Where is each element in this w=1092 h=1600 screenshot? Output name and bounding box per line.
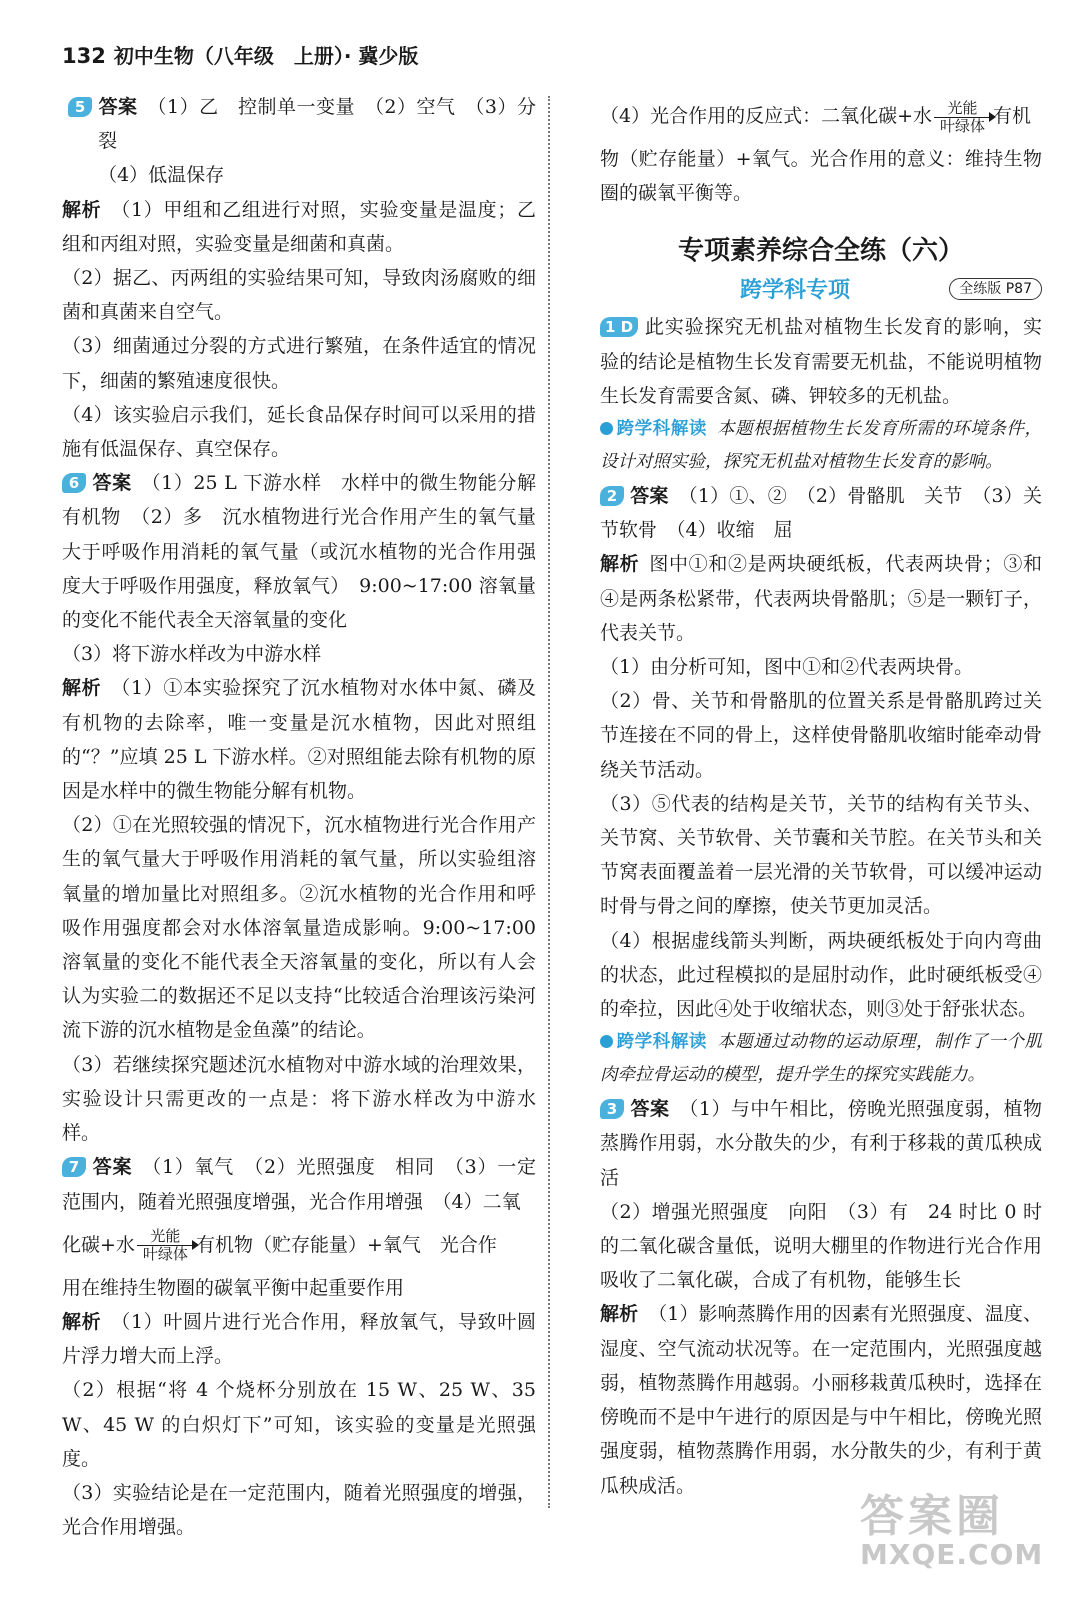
q2-answer-text: （1）①、② （2）骨骼肌 关节 （3）关节软骨 （4）收缩 屈 (600, 485, 1042, 542)
q2-exp-1: （1）由分析可知，图中①和②代表两块骨。 (600, 656, 974, 679)
q5-number-badge: 5 (68, 97, 92, 117)
q7-number-badge: 7 (62, 1157, 86, 1177)
explanation-label: 解析 (600, 1303, 639, 1326)
q7-explanation (62, 1305, 536, 1373)
q1-interdisciplinary-note (600, 413, 1042, 479)
q6-exp-2: （2）①在光照较强的情况下，沉水植物进行光合作用产生的氧气量大于呼吸作用消耗的氧气量，所以实验组溶氧量的增加量比对照组多。②沉水植物的光合作用和呼吸作用强度都会对水体溶氧量造成影响。9:00~17:00 溶氧量的变化不能代表全天溶氧量的变化，所以有人会认为实验二的数据还不足以支持“比较适合治理该污染河流下游的沉水植物是金鱼藻”的结论。 (62, 814, 536, 1042)
q2-interp-text: 本题通过动物的运动原理，制作了一个肌肉牵拉骨运动的模型，提升学生的探究实践能力。 (600, 1032, 1043, 1086)
interdisciplinary-label (600, 1032, 707, 1052)
q6-answer-text-2: （3）将下游水样改为中游水样 (62, 643, 322, 666)
q6-number-badge: 6 (62, 473, 86, 493)
q3-exp: （1）影响蒸腾作用的因素有光照强度、温度、湿度、空气流动状况等。在一定范围内，光照强度越弱，植物蒸腾作用越弱。小丽移栽黄瓜秧时，选择在傍晚而不是中午进行的原因是与中午相比，傍晚光照强度弱，植物蒸腾作用弱，水分散失的少，有利于黄瓜秧成活。 (600, 1303, 1042, 1497)
q5-answer-text-2: （4）低温保存 (98, 164, 225, 187)
continued-formula (600, 90, 1042, 142)
formula-products: 有机 (993, 105, 1032, 127)
subsection-title: 跨学科专项 (740, 278, 851, 304)
q3-answer (600, 1092, 1042, 1195)
q2-exp-0: 图中①和②是两块硬纸板，代表两块骨；③和④是两条松紧带，代表两块骨骼肌；⑤是一颗钉子，代表关节。 (600, 553, 1042, 644)
site-watermark (860, 1480, 1043, 1571)
q6-answer (62, 466, 536, 637)
explanation-label: 解析 (62, 1310, 102, 1333)
interdisciplinary-label-text: 跨学科解读 (616, 1032, 708, 1053)
q2-exp-4: （4）根据虚线箭头判断，两块硬纸板处于向内弯曲的状态，此过程模拟的是屈肘动作，此时硬纸板受④的牵拉，因此④处于收缩状态，则③处于舒张状态。 (600, 929, 1042, 1021)
q1-number-badge (600, 317, 638, 337)
interdisciplinary-label-text: 跨学科解读 (616, 419, 708, 440)
q7-exp-1: （1）叶圆片进行光合作用，释放氧气，导致叶圆片浮力增大而上浮。 (62, 1310, 536, 1368)
q6-exp-1: （1）①本实验探究了沉水植物对水体中氮、磷及有机物的去除率，唯一变量是沉水植物，因此对照组的“？”应填 25 L 下游水样。②对照组能去除有机物的原因是水样中的微生物能分解有机物。 (62, 677, 536, 803)
q2-explanation (600, 547, 1042, 650)
arrow-condition-top: 光能 (150, 1227, 181, 1246)
q5-answer-text: （1）乙 控制单一变量 （2）空气 （3）分裂 (98, 96, 536, 153)
right-column (600, 90, 1042, 1503)
q2-number-badge: 2 (600, 486, 624, 506)
q5-exp-2: （2）据乙、丙两组的实验结果可知，导致肉汤腐败的细菌和真菌来自空气。 (62, 267, 536, 324)
q3-number-badge: 3 (600, 1099, 624, 1119)
interdisciplinary-label (600, 419, 707, 439)
q2-answer (600, 479, 1042, 547)
q2-exp-2: （2）骨、关节和骨骼肌的位置关系是骨骼肌跨过关节连接在不同的骨上，这样使骨骼肌收缩时能牵动骨绕关节活动。 (600, 690, 1042, 781)
q5-exp-1: （1）甲组和乙组进行对照，实验变量是温度；乙组和丙组对照，实验变量是细菌和真菌。 (62, 198, 536, 255)
reaction-arrow (934, 100, 991, 135)
q7-answer (62, 1150, 536, 1218)
answer-label: 答案 (630, 485, 669, 508)
q1-answer (600, 310, 1042, 413)
answer-label: 答案 (92, 1156, 133, 1179)
q7-answer-end: 用在维持生物圈的碳氧平衡中起重要作用 (62, 1276, 405, 1299)
reaction-arrow (137, 1228, 194, 1263)
q5-exp-4: （4）该实验启示我们，延长食品保存时间可以采用的措施有低温保存、真空保存。 (62, 403, 536, 461)
bulb-icon (600, 1035, 613, 1048)
watermark-logo-text: 答案圈 (860, 1491, 1004, 1542)
q1-number: 1 (604, 318, 616, 337)
q3-explanation (600, 1297, 1042, 1502)
q7-exp-3: （3）实验结论是在一定范围内，随着光照强度的增强，光合作用增强。 (62, 1481, 536, 1539)
page-number: 132 (62, 44, 106, 68)
arrow-condition-top: 光能 (947, 98, 978, 117)
q6-answer-text: （1）25 L 下游水样 水样中的微生物能分解有机物 （2）多 沉水植物进行光合作用产生的氧气量大于呼吸作用消耗的氧气量（或沉水植物的光合作用强度大于呼吸作用强度，释放氧气） 9:00~17:00 溶氧量的变化不能代表全天溶氧量的变化 (62, 472, 536, 632)
q7-answer-text: （1）氧气 （2）光照强度 相同 （3）一定范围内，随着光照强度增强，光合作用增强 （4）二氧 (62, 1156, 536, 1213)
q3-answer-text: （1）与中午相比，傍晚光照强度弱，植物蒸腾作用弱，水分散失的少，有利于移栽的黄瓜秧成活 (600, 1098, 1042, 1189)
book-title: 初中生物（八年级 上册）· 冀少版 (113, 44, 419, 68)
explanation-label: 解析 (600, 553, 640, 576)
q1-interp-text: 本题根据植物生长发育所需的环境条件，设计对照实验，探究无机盐对植物生长发育的影响。 (600, 419, 1043, 473)
q1-text: 此实验探究无机盐对植物生长发育的影响，实验的结论是植物生长发育需要无机盐，不能说明植物生长发育需要含氮、磷、钾较多的无机盐。 (600, 316, 1042, 407)
arrow-condition-bottom: 叶绿体 (137, 1245, 194, 1263)
answer-label: 答案 (98, 96, 138, 118)
q3-answer-text-2: （2）增强光照强度 向阳 （3）有 24 时比 0 时的二氧化碳含量低，说明大棚里的作物进行光合作用吸收了二氧化碳，合成了有机物，能够生长 (600, 1200, 1042, 1292)
page-reference-tag: 全练版 P87 (949, 278, 1042, 300)
q1-choice: D (620, 318, 634, 337)
formula-reactants: 化碳+水 (62, 1233, 135, 1256)
q2-exp-3: （3）⑤代表的结构是关节，关节的结构有关节头、关节窝、关节软骨、关节囊和关节腔。在关节头和关节窝表面覆盖着一层光滑的关节软骨，可以缓冲运动时骨与骨之间的摩擦，使关节更加灵活。 (600, 792, 1042, 918)
q6-explanation (62, 671, 536, 808)
bulb-icon (600, 422, 613, 435)
arrow-condition-bottom: 叶绿体 (934, 117, 991, 135)
section-title: 专项素养综合全练（六） (677, 236, 964, 267)
subsection-row (600, 274, 1042, 310)
answer-label: 答案 (630, 1098, 670, 1121)
q2-interdisciplinary-note (600, 1026, 1042, 1092)
q6-exp-3: （3）若继续探究题述沉水植物对中游水域的治理效果，实验设计只需更改的一点是：将下游水样改为中游水样。 (62, 1053, 536, 1145)
left-column (62, 90, 536, 1544)
q7-formula (62, 1219, 536, 1271)
explanation-label: 解析 (62, 677, 102, 700)
formula-reactants: （4）光合作用的反应式：二氧化碳+水 (600, 105, 933, 127)
q5-explanation (62, 193, 536, 261)
answer-label: 答案 (92, 472, 132, 495)
watermark-url: MXQE.COM (860, 1538, 1044, 1571)
page-header (62, 40, 418, 69)
explanation-label: 解析 (62, 198, 102, 221)
formula-products: 有机物（贮存能量）+氧气 光合作 (195, 1233, 497, 1256)
q5-answer (62, 90, 536, 193)
q5-exp-3: （3）细菌通过分裂的方式进行繁殖，在条件适宜的情况下，细菌的繁殖速度很快。 (62, 335, 536, 392)
continued-text: 物（贮存能量）+氧气。光合作用的意义：维持生物圈的碳氧平衡等。 (600, 148, 1042, 205)
q7-exp-2: （2）根据“将 4 个烧杯分别放在 15 W、25 W、35 W、45 W 的白炽灯下”可知，该实验的变量是光照强度。 (62, 1379, 536, 1470)
column-divider (548, 96, 550, 1508)
